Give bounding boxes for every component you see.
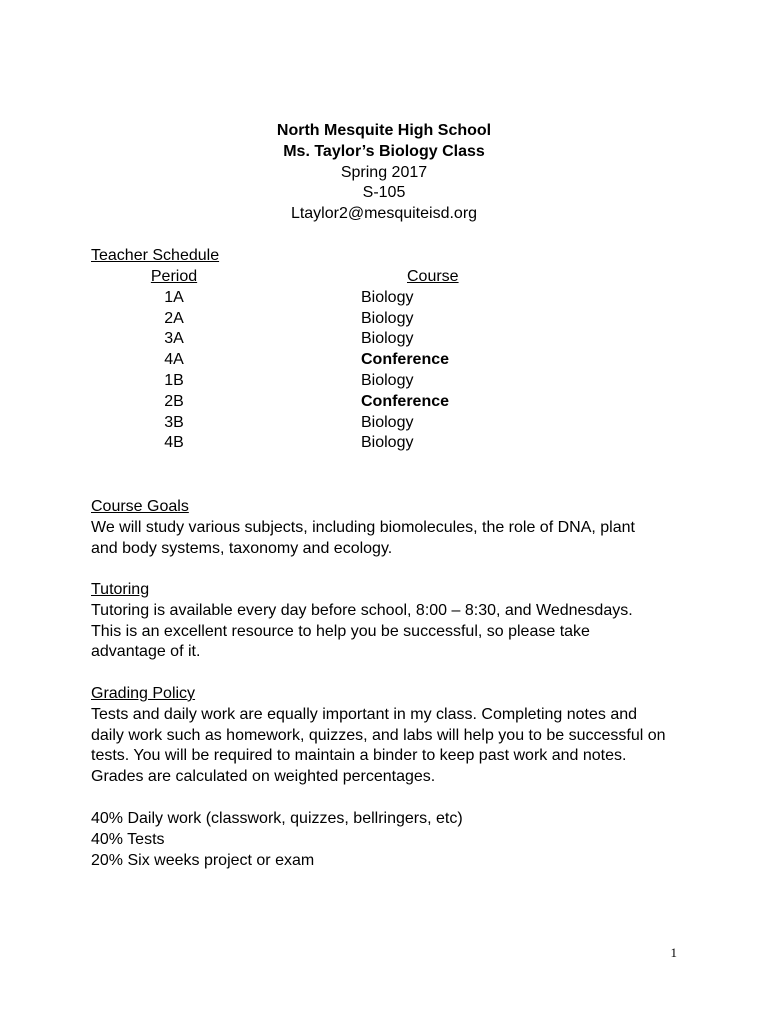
grading-policy-section	[91, 684, 671, 788]
period-cell: 1A	[164, 288, 184, 306]
document-header	[0, 121, 768, 225]
class-name: Ms. Taylor’s Biology Class	[283, 142, 485, 160]
period-cell: 4A	[164, 351, 184, 369]
period-cell: 3B	[164, 413, 184, 431]
schedule-row	[91, 371, 691, 392]
course-cell: Biology	[361, 309, 414, 327]
tutoring-section	[91, 580, 666, 663]
grading-policy-title: Grading Policy	[91, 685, 196, 702]
term: Spring 2017	[340, 163, 428, 181]
page-number: 1	[670, 945, 677, 960]
period-cell: 2A	[164, 309, 184, 327]
schedule-row	[91, 309, 691, 330]
schedule-row	[91, 433, 691, 454]
schedule-row	[91, 329, 691, 350]
grade-weights-list	[91, 809, 691, 871]
schedule-table	[91, 267, 691, 454]
period-cell: 4B	[164, 434, 184, 452]
course-cell: Biology	[361, 288, 414, 306]
course-cell: Biology	[361, 413, 414, 431]
schedule-row	[91, 392, 691, 413]
period-cell: 2B	[164, 392, 184, 410]
teacher-email: Ltaylor2@mesquiteisd.org	[290, 205, 478, 223]
schedule-header-row	[91, 267, 691, 288]
schedule-row	[91, 350, 691, 371]
grade-weight-item: 20% Six weeks project or exam	[91, 851, 315, 869]
tutoring-title: Tutoring	[91, 581, 150, 598]
course-cell: Biology	[361, 330, 414, 348]
course-goals-section	[91, 497, 656, 559]
course-cell: Conference	[361, 392, 450, 410]
period-cell: 1B	[164, 371, 184, 389]
school-name: North Mesquite High School	[276, 122, 492, 139]
period-column-header: Period	[150, 268, 198, 285]
grade-weight-item: 40% Tests	[91, 830, 165, 848]
schedule-row	[91, 413, 691, 434]
course-cell: Biology	[361, 434, 414, 452]
schedule-title: Teacher Schedule	[91, 247, 220, 264]
course-cell: Biology	[361, 371, 414, 389]
course-goals-title: Course Goals	[91, 498, 189, 515]
period-cell: 3A	[164, 330, 184, 348]
grading-policy-text: Tests and daily work are equally important in my class. Completing notes and daily work such as homework, quizzes, and labs will help you to be successful on tests. You will be required to maintain a binder to keep past work and notes. Grades are calculated on weighted percentages.	[91, 705, 666, 786]
course-cell: Conference	[361, 351, 450, 369]
course-column-header: Course	[407, 268, 459, 285]
schedule-row	[91, 288, 691, 309]
course-goals-text: We will study various subjects, including biomolecules, the role of DNA, plant and body systems, taxonomy and ecology.	[91, 518, 635, 557]
grade-weight-item: 40% Daily work (classwork, quizzes, bellringers, etc)	[91, 810, 463, 827]
room-number: S-105	[362, 184, 406, 202]
tutoring-text: Tutoring is available every day before school, 8:00 – 8:30, and Wednesdays. This is an excellent resource to help you be successful, so please take advantage of it.	[91, 601, 633, 661]
